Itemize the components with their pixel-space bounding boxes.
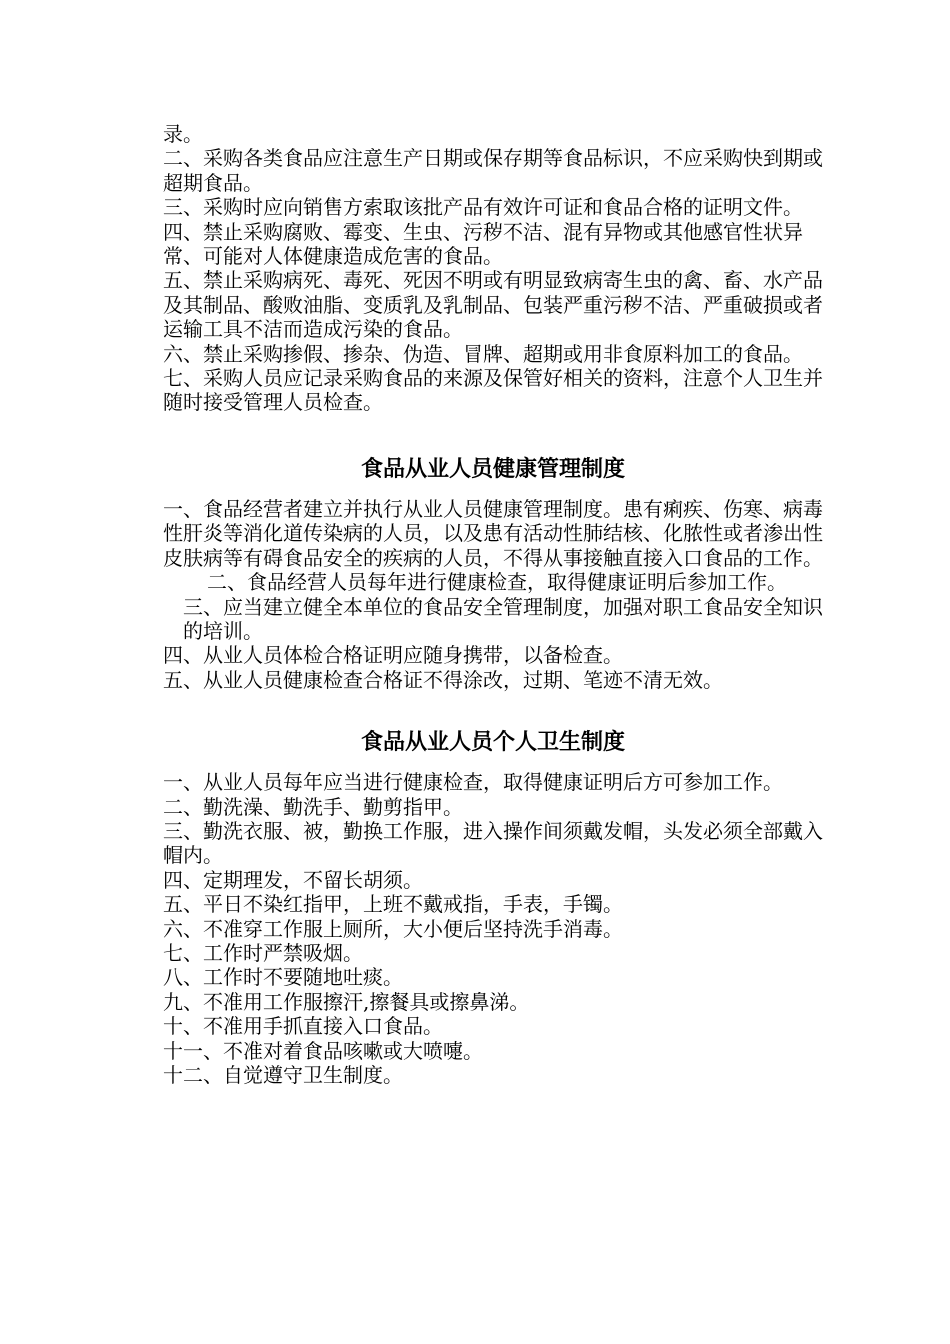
document-page	[163, 122, 823, 1087]
paragraph: 十、不准用手抓直接入口食品。	[163, 1014, 443, 1039]
paragraph: 四、定期理发，不留长胡须。	[163, 867, 423, 892]
paragraph: 二、食品经营人员每年进行健康检查，取得健康证明后参加工作。	[207, 570, 787, 595]
paragraph: 八、工作时不要随地吐痰。	[163, 965, 403, 990]
paragraph: 五、平日不染红指甲，上班不戴戒指，手表，手镯。	[163, 892, 623, 917]
section-title: 食品从业人员个人卫生制度	[360, 730, 625, 756]
paragraph: 十二、自觉遵守卫生制度。	[163, 1063, 403, 1087]
section-title: 食品从业人员健康管理制度	[360, 456, 625, 482]
paragraph: 七、工作时严禁吸烟。	[163, 940, 363, 965]
paragraph: 五、禁止采购病死、毒死、死因不明或有明显致病寄生虫的禽、畜、水产品及其制品、酸败油脂、变质乳及乳制品、包装严重污秽不洁、严重破损或者运输工具不洁而造成污染的食品。	[163, 268, 823, 342]
paragraph: 四、从业人员体检合格证明应随身携带，以备检查。	[163, 643, 623, 668]
paragraph: 二、采购各类食品应注意生产日期或保存期等食品标识，不应采购快到期或超期食品。	[163, 146, 823, 195]
paragraph: 七、采购人员应记录采购食品的来源及保管好相关的资料，注意个人卫生并随时接受管理人员检查。	[163, 366, 823, 415]
paragraph: 三、应当建立健全本单位的食品安全管理制度，加强对职工食品安全知识的培训。	[183, 594, 823, 643]
paragraph: 一、食品经营者建立并执行从业人员健康管理制度。患有痢疾、伤寒、病毒性肝炎等消化道传染病的人员，以及患有活动性肺结核、化脓性或者渗出性皮肤病等有碍食品安全的疾病的人员，不得从事接触直接入口食品的工作。	[163, 496, 823, 570]
paragraph: 六、禁止采购掺假、掺杂、伪造、冒牌、超期或用非食原料加工的食品。	[163, 341, 803, 366]
section-health-management	[163, 455, 823, 692]
paragraph: 二、勤洗澡、勤洗手、勤剪指甲。	[163, 794, 463, 819]
paragraph: 三、采购时应向销售方索取该批产品有效许可证和食品合格的证明文件。	[163, 195, 803, 220]
paragraph: 三、勤洗衣服、被，勤换工作服，进入操作间须戴发帽，头发必须全部戴入帽内。	[163, 818, 823, 868]
paragraph: 十一、不准对着食品咳嗽或大喷嚏。	[163, 1038, 483, 1063]
paragraph: 四、禁止采购腐败、霉变、生虫、污秽不洁、混有异物或其他感官性状异常、可能对人体健康造成危害的食品。	[163, 219, 803, 269]
section-procurement	[163, 122, 823, 415]
paragraph: 一、从业人员每年应当进行健康检查，取得健康证明后方可参加工作。	[163, 770, 783, 795]
paragraph: 六、不准穿工作服上厕所，大小便后坚持洗手消毒。	[163, 916, 623, 941]
paragraph: 九、不准用工作服擦汗,擦餐具或擦鼻涕。	[163, 989, 530, 1014]
section-personal-hygiene	[163, 728, 823, 1087]
paragraph: 录。	[163, 122, 203, 146]
paragraph: 五、从业人员健康检查合格证不得涂改，过期、笔迹不清无效。	[163, 667, 723, 692]
